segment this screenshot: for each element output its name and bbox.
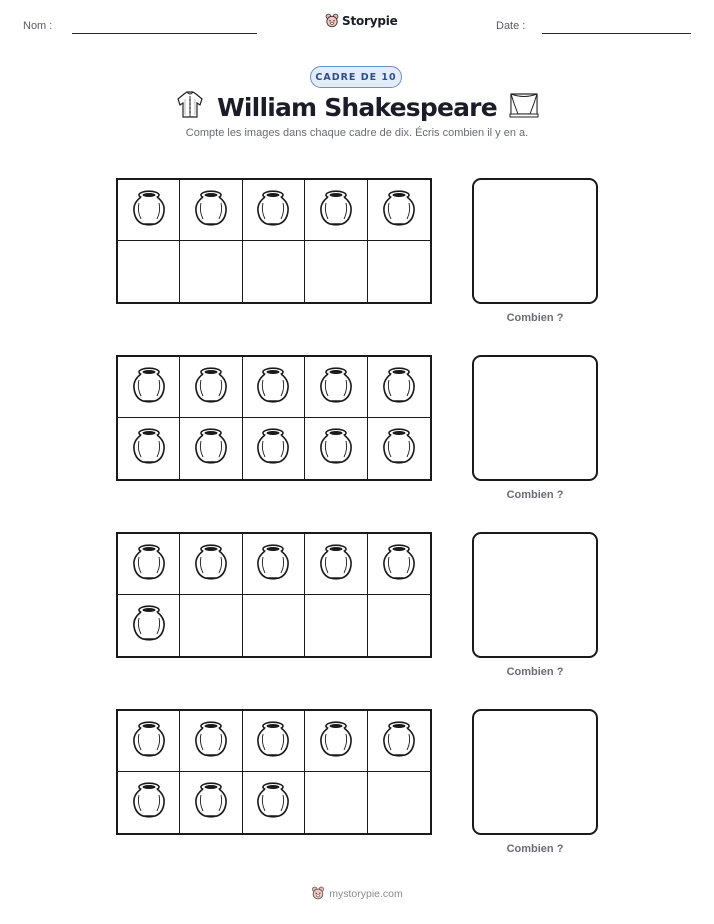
pot-icon — [381, 189, 417, 232]
ten-frame — [116, 532, 432, 658]
ten-frame-cell — [305, 241, 367, 302]
pot-icon — [318, 427, 354, 470]
date-line[interactable] — [542, 33, 691, 34]
theater-stage-icon — [509, 92, 539, 123]
ten-frame-cell — [243, 180, 305, 241]
pot-icon — [131, 781, 167, 824]
ten-frame-cell — [243, 772, 305, 833]
brand-name: Storypie — [342, 14, 398, 28]
ten-frame-cell — [180, 595, 242, 656]
ten-frame-cell — [368, 711, 430, 772]
ten-frame — [116, 355, 432, 481]
ten-frame-cell — [368, 241, 430, 302]
ten-frame-cell — [118, 357, 180, 418]
pot-icon — [318, 366, 354, 409]
pot-icon — [318, 189, 354, 232]
pot-icon — [193, 781, 229, 824]
pot-icon — [193, 366, 229, 409]
date-label: Date : — [496, 20, 526, 32]
answer-box[interactable] — [472, 178, 598, 304]
ten-frame-cell — [243, 595, 305, 656]
ten-frame-cell — [305, 595, 367, 656]
bear-mascot-icon — [325, 13, 339, 29]
ten-frame-cell — [118, 418, 180, 479]
ten-frame-cell — [118, 772, 180, 833]
pot-icon — [255, 543, 291, 586]
pot-icon — [381, 427, 417, 470]
footer-url[interactable]: mystorypie.com — [329, 887, 403, 900]
title-row — [0, 91, 714, 124]
footer — [0, 886, 714, 901]
ten-frame-cell — [180, 241, 242, 302]
ten-frame-cell — [118, 534, 180, 595]
pot-icon — [193, 720, 229, 763]
pot-icon — [318, 720, 354, 763]
pot-icon — [381, 720, 417, 763]
pot-icon — [131, 427, 167, 470]
ten-frame-cell — [368, 357, 430, 418]
ten-frame — [116, 178, 432, 304]
ten-frame-cell — [180, 180, 242, 241]
answer-box[interactable] — [472, 709, 598, 835]
ten-frame-cell — [243, 711, 305, 772]
bear-mascot-icon — [311, 886, 325, 901]
ten-frame-cell — [118, 180, 180, 241]
pot-icon — [255, 720, 291, 763]
answer-label: Combien ? — [506, 843, 564, 855]
ten-frame-cell — [305, 534, 367, 595]
pot-icon — [318, 543, 354, 586]
answer-box[interactable] — [472, 355, 598, 481]
ten-frame-cell — [305, 772, 367, 833]
pot-icon — [131, 366, 167, 409]
name-line[interactable] — [72, 33, 257, 34]
ten-frame-cell — [180, 357, 242, 418]
ten-frame-cell — [368, 595, 430, 656]
ten-frame-cell — [305, 357, 367, 418]
pot-icon — [193, 189, 229, 232]
ten-frame-cell — [180, 418, 242, 479]
pot-icon — [381, 543, 417, 586]
pot-icon — [193, 427, 229, 470]
worksheet-type-badge: CADRE DE 10 — [310, 66, 402, 88]
ten-frame-cell — [118, 711, 180, 772]
ten-frame-cell — [305, 418, 367, 479]
ten-frame-cell — [243, 357, 305, 418]
ten-frame-cell — [368, 772, 430, 833]
answer-box[interactable] — [472, 532, 598, 658]
page-title: William Shakespeare — [217, 93, 497, 122]
pot-icon — [255, 366, 291, 409]
ten-frame-cell — [305, 711, 367, 772]
pot-icon — [255, 781, 291, 824]
ten-frame-cell — [180, 534, 242, 595]
ten-frame-cell — [118, 241, 180, 302]
pot-icon — [381, 366, 417, 409]
ten-frame-cell — [243, 418, 305, 479]
pot-icon — [193, 543, 229, 586]
ten-frame-cell — [368, 418, 430, 479]
ten-frame-cell — [368, 180, 430, 241]
answer-label: Combien ? — [506, 666, 564, 678]
pot-icon — [255, 427, 291, 470]
pot-icon — [131, 720, 167, 763]
pot-icon — [131, 604, 167, 647]
ten-frame-cell — [243, 534, 305, 595]
answer-label: Combien ? — [506, 489, 564, 501]
instructions: Compte les images dans chaque cadre de dix. Écris combien il y en a. — [185, 127, 529, 139]
ten-frame-cell — [118, 595, 180, 656]
ten-frame-cell — [180, 711, 242, 772]
brand-logo — [325, 13, 398, 29]
ten-frame-cell — [180, 772, 242, 833]
pot-icon — [131, 189, 167, 232]
answer-label: Combien ? — [506, 312, 564, 324]
pot-icon — [255, 189, 291, 232]
ten-frame-cell — [368, 534, 430, 595]
ten-frame-cell — [305, 180, 367, 241]
name-label: Nom : — [23, 20, 53, 32]
pot-icon — [131, 543, 167, 586]
ten-frame-cell — [243, 241, 305, 302]
doublet-costume-icon — [175, 91, 205, 124]
ten-frame — [116, 709, 432, 835]
